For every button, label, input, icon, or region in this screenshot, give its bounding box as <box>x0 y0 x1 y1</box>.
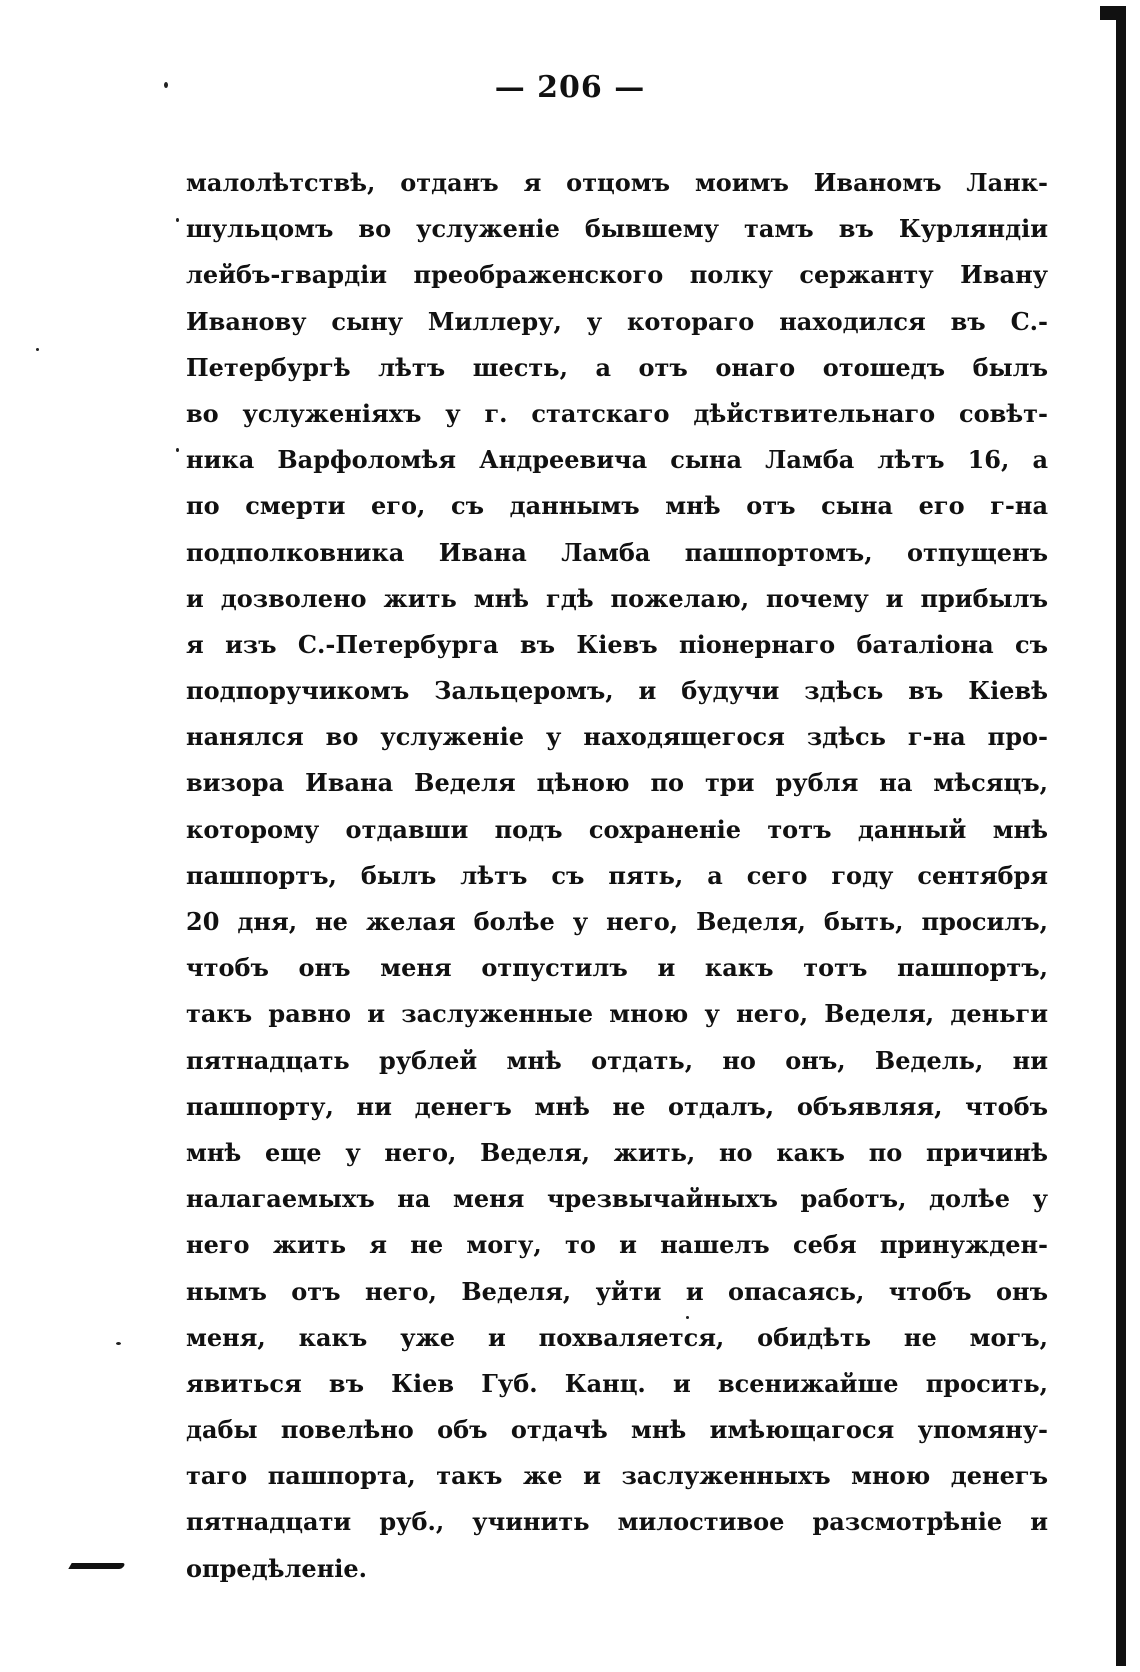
scan-speck <box>176 448 179 452</box>
text-line: малолѣтствѣ, отданъ я отцомъ моимъ Иваномъ Ланк- <box>186 168 1048 197</box>
scan-speck <box>164 82 168 88</box>
text-line: меня, какъ уже и похваляется, обидѣть не могъ, <box>186 1322 1048 1352</box>
text-line: мнѣ еще у него, Веделя, жить, но какъ по причинѣ <box>186 1137 1048 1167</box>
text-line: пятнадцати руб., учинить милостивое разсмотрѣніе и <box>186 1507 1048 1537</box>
text-line: шульцомъ во услуженіе бывшему тамъ въ Курляндіи <box>186 214 1048 244</box>
text-line: таго пашпорта, такъ же и заслуженныхъ мною денегъ <box>186 1461 1048 1491</box>
text-line: пашпортъ, былъ лѣтъ съ пять, а сего году сентября <box>186 860 1048 890</box>
text-line: Иванову сыну Миллеру, у котораго находился въ С.- <box>186 306 1048 336</box>
text-line: лейбъ-гвардіи преображенского полку сержанту Ивану <box>186 260 1048 290</box>
text-line: ника Варфоломѣя Андреевича сына Ламба лѣтъ 16, а <box>186 445 1048 475</box>
scan-mark <box>68 1563 125 1569</box>
text-line: нанялся во услуженіе у находящегося здѣсь г-на про- <box>186 722 1048 752</box>
scan-speck <box>686 1316 689 1319</box>
scan-speck <box>116 1342 121 1345</box>
text-line: пятнадцать рублей мнѣ отдать, но онъ, Ведель, ни <box>186 1045 1048 1075</box>
scan-speck <box>36 348 39 351</box>
page-number: — 206 — <box>494 70 646 105</box>
body-text <box>186 160 1048 1592</box>
text-line: которому отдавши подъ сохраненіе тотъ данный мнѣ <box>186 814 1048 844</box>
text-line: во услуженіяхъ у г. статскаго дѣйствительнаго совѣт- <box>186 398 1048 428</box>
text-line: налагаемыхъ на меня чрезвычайныхъ работъ, долѣе у <box>186 1184 1048 1214</box>
text-line: явиться въ Кіев Губ. Канц. и всенижайше просить, <box>186 1368 1048 1398</box>
text-line: чтобъ онъ меня отпустилъ и какъ тотъ пашпортъ, <box>186 953 1048 983</box>
text-line: визора Ивана Веделя цѣною по три рубля на мѣсяцъ, <box>186 768 1048 798</box>
text-line: 20 дня, не желая болѣе у него, Веделя, быть, просилъ, <box>186 907 1048 936</box>
text-line: такъ равно и заслуженные мною у него, Веделя, деньги <box>186 999 1048 1029</box>
text-line: и дозволено жить мнѣ гдѣ пожелаю, почему и прибылъ <box>186 583 1048 613</box>
text-line: дабы повелѣно объ отдачѣ мнѣ имѣющагося упомяну- <box>186 1415 1048 1445</box>
page-edge-rule-top <box>1100 6 1126 20</box>
text-line: опредѣленіе. <box>186 1553 367 1583</box>
text-line: подпоручикомъ Зальцеромъ, и будучи здѣсь въ Кіевѣ <box>186 676 1048 706</box>
text-line: я изъ С.-Петербурга въ Кіевъ піонернаго баталіона съ <box>186 629 1048 659</box>
text-line: пашпорту, ни денегъ мнѣ не отдалъ, объявляя, чтобъ <box>186 1091 1048 1121</box>
text-line: подполковника Ивана Ламба пашпортомъ, отпущенъ <box>186 537 1048 567</box>
text-line: по смерти его, съ даннымъ мнѣ отъ сына его г-на <box>186 491 1048 521</box>
text-line: Петербургѣ лѣтъ шесть, а отъ онаго отошедъ былъ <box>186 352 1048 382</box>
scan-speck <box>176 218 179 222</box>
text-line: нымъ отъ него, Веделя, уйти и опасаясь, чтобъ онъ <box>186 1276 1048 1306</box>
text-line: него жить я не могу, то и нашелъ себя принужден- <box>186 1230 1048 1260</box>
page-edge-rule <box>1116 6 1126 1666</box>
